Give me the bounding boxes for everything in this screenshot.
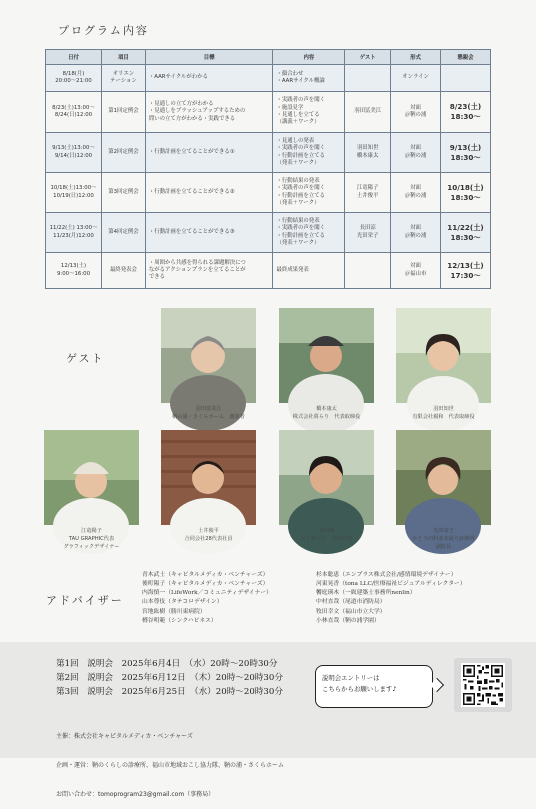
session-item: 第3回 説明会 2025年6月25日 （水）20時〜20時30分 [56,686,283,697]
th-item: 項目 [101,50,145,65]
session-item: 第2回 説明会 2025年6月12日 （木）20時〜20時30分 [56,672,283,683]
guest-photo [44,430,139,525]
cell-guest: 江竜陽子 土井俊平 [345,173,391,213]
th-date: 日付 [46,50,102,65]
table-row [46,65,491,92]
entry-speech-bubble [315,665,433,708]
guest-caption: 土井俊平 合同会社28代表社員 [184,528,233,542]
cell-goal: ・周囲から共感を得られる課題解決につ ながるアクションプランを立てることが できる [145,253,273,289]
table-row [46,92,491,133]
session-item: 第1回 説明会 2025年6月4日 （水）20時〜20時30分 [56,659,278,669]
cell-party: 9/13(土) 18:30〜 [440,133,490,173]
guest-photo [396,430,491,525]
advisor-list-left: 青木武士（キャピタルメディカ・ベンチャーズ） 後町陽子（キャピタルメディカ・ベンチャーズ） 内海慎一（LifeWork／コミュニティデザイナー） 山本尊伎（タテコロデザイン） 宮地紘樹（勝川東病院） 樽谷明範（シンクハピネス） [142,572,272,624]
cell-guest: 羽田知世 橋本康太 [345,133,391,173]
table-row [46,253,491,289]
cell-date: 8/23(土)13:00〜 8/24(日)12:00 [46,92,102,133]
portrait-image [161,430,256,525]
portrait-image [396,308,491,403]
cell-content: ・実践者の声を聞く ・施設見学 ・見通しを立てる （講義＋ワーク） [273,92,345,133]
advisor-list-right: 杉本聡恵（エンプラス株式会社/感情環境デザイナー） 河東晃香（tona LLC/医療福祉ビジュアルディレクター） 饗庭瑛木（一級建築士事務所nenlin） 中村直哉（尾道市消防局） 牧田幸文（福山市立大学） 小林直哉（鞆の浦学園） [316,572,466,624]
cell-date: 11/22(土) 13:00〜 11/23(月)12:00 [46,213,102,253]
cell-goal: ・AARサイクルがわかる [145,65,273,92]
cell-party: 8/23(土) 18:30〜 [440,92,490,133]
th-goal: 目標 [145,50,273,65]
guest-caption: 光田栄子 かとう内科並木通り診療所 副院長 [412,528,475,550]
guest-caption: 羽田冨美江 鞆の浦・さくらホーム 創設者 [172,406,245,420]
table-header-row [46,50,491,65]
guest-caption: 橋本康太 株式会社暮らり 代表取締役 [292,406,361,420]
portrait-image [161,308,256,403]
credits [56,713,284,809]
th-format: 形式 [391,50,441,65]
session-list [56,658,283,699]
cell-goal: ・行動計画を立てることができる① [145,133,273,173]
advisor-title: アドバイザー [46,594,124,607]
cell-item: 第4回定例会 [101,213,145,253]
cell-content: 最終成果発表 [273,253,345,289]
qr-code[interactable] [454,658,512,712]
table-row [46,173,491,213]
cell-content: ・見通しの発表 ・実践者の声を聞く ・行動計画を立てる （発表＋ワーク） [273,133,345,173]
th-party: 懇親会 [440,50,490,65]
cell-format: 対面 ＠鞆の浦 [391,92,441,133]
guest-photo [161,430,256,525]
cell-guest: 羽田冨美江 [345,92,391,133]
guest-photo [161,308,256,403]
guest-caption: 長田涼 コト暮らし 共同代表 [300,528,353,542]
cell-party: 11/22(土) 18:30〜 [440,213,490,253]
cell-goal: ・見通しの立て方がわかる ・見通しをブラッシュアップするための 問いの立て方がわかる・実践できる [145,92,273,133]
portrait-image [396,430,491,525]
guest-title: ゲスト [66,352,105,365]
th-guest: ゲスト [345,50,391,65]
portrait-image [44,430,139,525]
cell-format: 対面 ＠福山市 [391,253,441,289]
cell-guest [345,65,391,92]
cell-item: オリエン テーション [101,65,145,92]
credit-contact[interactable]: お問い合わせ：tomoprogram23@gmail.com（事務局） [56,790,215,798]
cell-content: ・行動結果の発表 ・実践者の声を聞く ・行動計画を立てる （発表＋ワーク） [273,213,345,253]
cell-goal: ・行動計画を立てることができる② [145,173,273,213]
portrait-image [279,430,374,525]
guest-caption: 江竜陽子 TAU GRAPHIC代表 グラフィックデザイナー [63,528,120,550]
guest-photo [279,430,374,525]
portrait-image [279,308,374,403]
program-table [45,49,491,289]
table-row [46,133,491,173]
qr-code-icon [461,663,505,707]
th-content: 内容 [273,50,345,65]
cell-party: 12/13(土) 17:30〜 [440,253,490,289]
credit-planning: 企画・運営：鞆のくらしの診療所、福山市地域おこし協力隊、鞆の浦・さくらホーム [56,761,285,769]
cell-format: 対面 ＠鞆の浦 [391,133,441,173]
cell-item: 第3回定例会 [101,173,145,213]
cell-party: 10/18(土) 18:30〜 [440,173,490,213]
program-title: プログラム内容 [58,24,149,37]
cell-date: 12/13(土) 9:00〜16:00 [46,253,102,289]
cell-date: 9/13(土)13:00〜 9/14(日)12:00 [46,133,102,173]
entry-bubble-line1: 説明会エントリーは [322,674,380,682]
cell-content: ・行動結果の発表 ・実践者の声を聞く ・行動計画を立てる （発表＋ワーク） [273,173,345,213]
guest-caption: 羽田知世 有限会社親和 代表取締役 [412,406,475,420]
guest-photo [279,308,374,403]
cell-format: 対面 ＠鞆の浦 [391,213,441,253]
guest-photo [396,308,491,403]
cell-format: 対面 ＠鞆の浦 [391,173,441,213]
credit-organizer: 主催：株式会社キャピタルメディカ・ベンチャーズ [56,733,193,741]
cell-item: 第1回定例会 [101,92,145,133]
cell-guest [345,253,391,289]
cell-item: 最終発表会 [101,253,145,289]
cell-guest: 長田涼 光田栄子 [345,213,391,253]
cell-content: ・顔合わせ ・AARサイクル概論 [273,65,345,92]
cell-date: 8/18(月) 20:00〜21:00 [46,65,102,92]
cell-party [440,65,490,92]
entry-bubble-line2: こちらからお願いします♪ [322,684,397,693]
cell-item: 第2回定例会 [101,133,145,173]
table-row [46,213,491,253]
cell-goal: ・行動計画を立てることができる③ [145,213,273,253]
cell-date: 10/18(土)13:00〜 10/19(日)12:00 [46,173,102,213]
cell-format: オンライン [391,65,441,92]
